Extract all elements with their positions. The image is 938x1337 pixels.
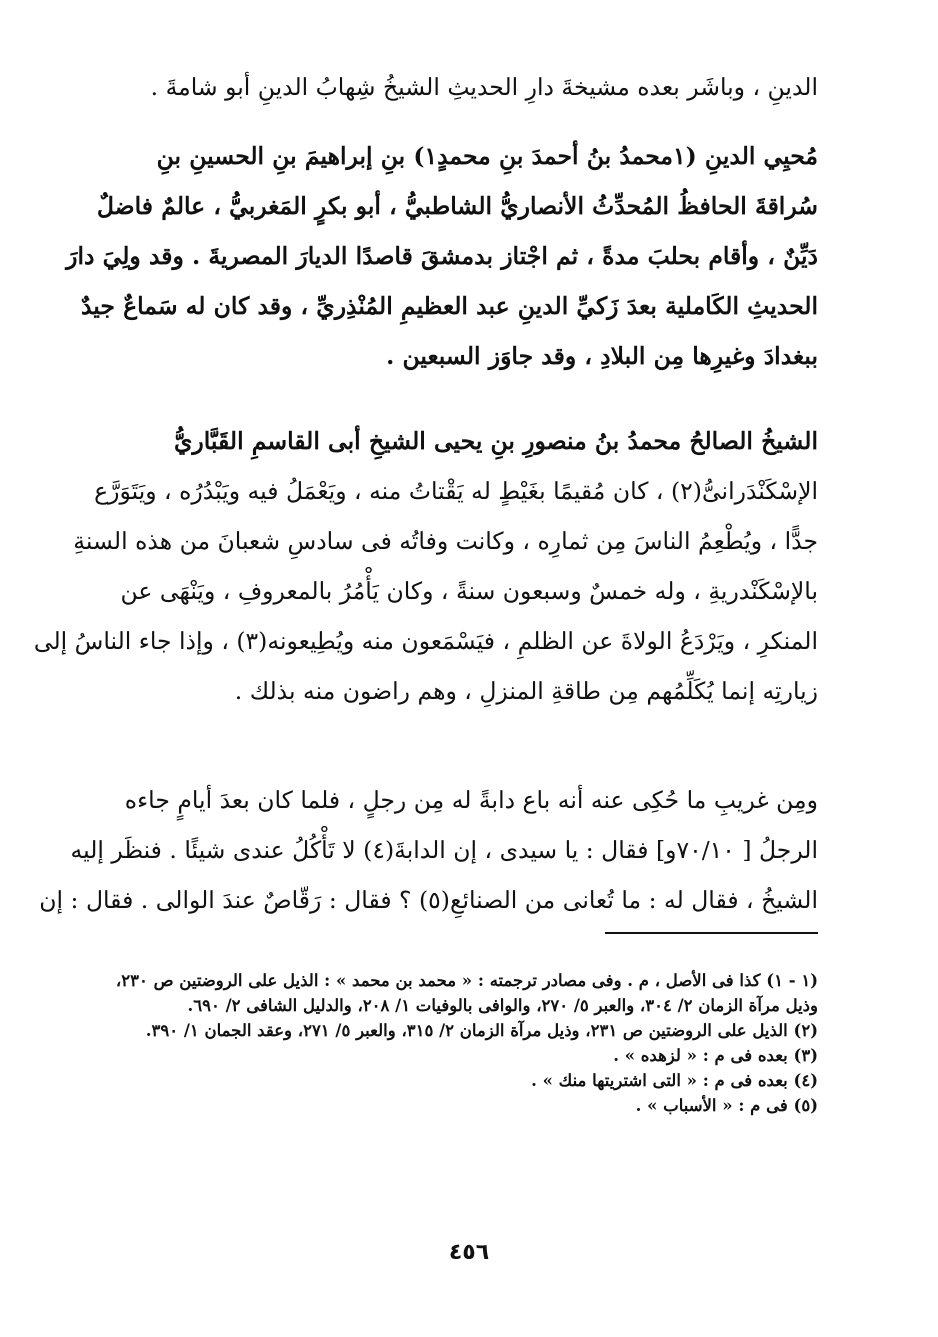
text-line: الحديثِ الكَاملية بعدَ زَكيِّ الدينِ عبد العظيمِ المُنْذِريِّ ، وقد كان له سَماعٌ جيدٌ <box>80 292 818 320</box>
text-line: ببغدادَ وغيرِها مِن البلادِ ، وقد جاوَز السبعين . <box>386 342 818 370</box>
text-line: المنكرِ ، ويَرْدَعُ الولاةَ عن الظلمِ ، فيَسْمَعون منه ويُطِيعونه(٣) ، وإذا جاء الناسُ إلى <box>33 627 818 655</box>
text-line: الشيخُ الصالحُ محمدُ بنُ منصورِ بنِ يحيى الشيخِ أبى القاسمِ القَبَّاريُّ <box>174 427 818 455</box>
footnote-line: (٣) بعده فى م : « لزهده » . <box>613 1046 818 1065</box>
paragraph-4 <box>39 775 818 925</box>
footnote-line: وذيل مرآة الزمان ٢/ ٣٠٤، والعبر ٥/ ٢٧٠، والوافى بالوفيات ١/ ٢٠٨، والدليل الشافى ٢/ ٦٩٠. <box>187 996 818 1015</box>
text-line: مُحيِي الدينِ (١محمدُ بنُ أحمدَ بنِ محمدٍ١) بنِ إبراهيمَ بنِ الحسينِ بنِ <box>156 142 818 170</box>
footnote-line: (٥) فى م : « الأسباب » . <box>635 1096 818 1115</box>
footnotes <box>104 968 818 1118</box>
text-line: جدًّا ، ويُطْعِمُ الناسَ مِن ثمارِه ، وكانت وفاتُه فى سادسِ شعبانَ من هذه السنةِ <box>73 527 818 555</box>
paragraph-3 <box>33 416 818 716</box>
text-line: دَيِّنٌ ، وأقام بحلبَ مدةً ، ثم اجْتاز بدمشقَ قاصدًا الديارَ المصريةَ . وقد ولِيَ دارَ <box>66 242 818 270</box>
text-line: بالإسْكَنْدريةِ ، وله خمسٌ وسبعون سنةً ، وكان يَأْمُرُ بالمعروفِ ، ويَنْهَى عن <box>120 577 818 605</box>
page-number: ٤٥٦ <box>448 1240 490 1265</box>
text-line: ومِن غريبِ ما حُكِى عنه أنه باع دابةً له مِن رجلٍ ، فلما كان بعدَ أيامٍ جاءه <box>124 786 818 814</box>
paragraph-1 <box>104 62 818 112</box>
paragraph-2 <box>66 131 818 381</box>
footnote-line: (٤) بعده فى م : « التى اشتريتها منك » . <box>531 1071 818 1090</box>
text-line: سُراقةَ الحافظُ المُحدِّثُ الأنصاريُّ الشاطبيُّ ، أبو بكرٍ المَغربيُّ ، عالمٌ فاضلٌ <box>96 192 818 220</box>
footnote-divider <box>605 932 818 934</box>
text-line: زيارتِه إنما يُكَلِّمُهم مِن طاقةِ المنزلِ ، وهم راضون منه بذلك . <box>234 677 818 705</box>
text-line: الإسْكَنْدَرانىُّ(٢) ، كان مُقيمًا بغَيْطٍ له يَقْتاتُ منه ، ويَعْمَلُ فيه ويَبْدُرُه ، ويَتَوَرَّع <box>94 477 818 505</box>
footnote-line: (٢) الذيل على الروضتين ص ٢٣١، وذيل مرآة الزمان ٢/ ٣١٥، والعبر ٥/ ٢٧١، وعقد الجمان ١/ ٣٩٠. <box>145 1021 818 1040</box>
footnote-line: (١ - ١) كذا فى الأصل ، م . وفى مصادر ترجمته : « محمد بن محمد » : الذيل على الروضتين ص ٢٣٠، <box>115 971 818 990</box>
text-line: الشيخُ ، فقال له : ما تُعانى من الصنائعِ(٥) ؟ فقال : رَقّاصٌ عندَ الوالى . فقال : إن <box>39 886 818 914</box>
text-line: الرجلُ [ ٧٠/١٠و] فقال : يا سيدى ، إن الدابةَ(٤) لا تَأْكُلُ عندى شيئًا . فنظَر إليه <box>70 836 818 864</box>
text-line: الدينِ ، وباشَر بعده مشيخةَ دارِ الحديثِ الشيخُ شِهابُ الدينِ أبو شامةَ . <box>150 73 818 101</box>
